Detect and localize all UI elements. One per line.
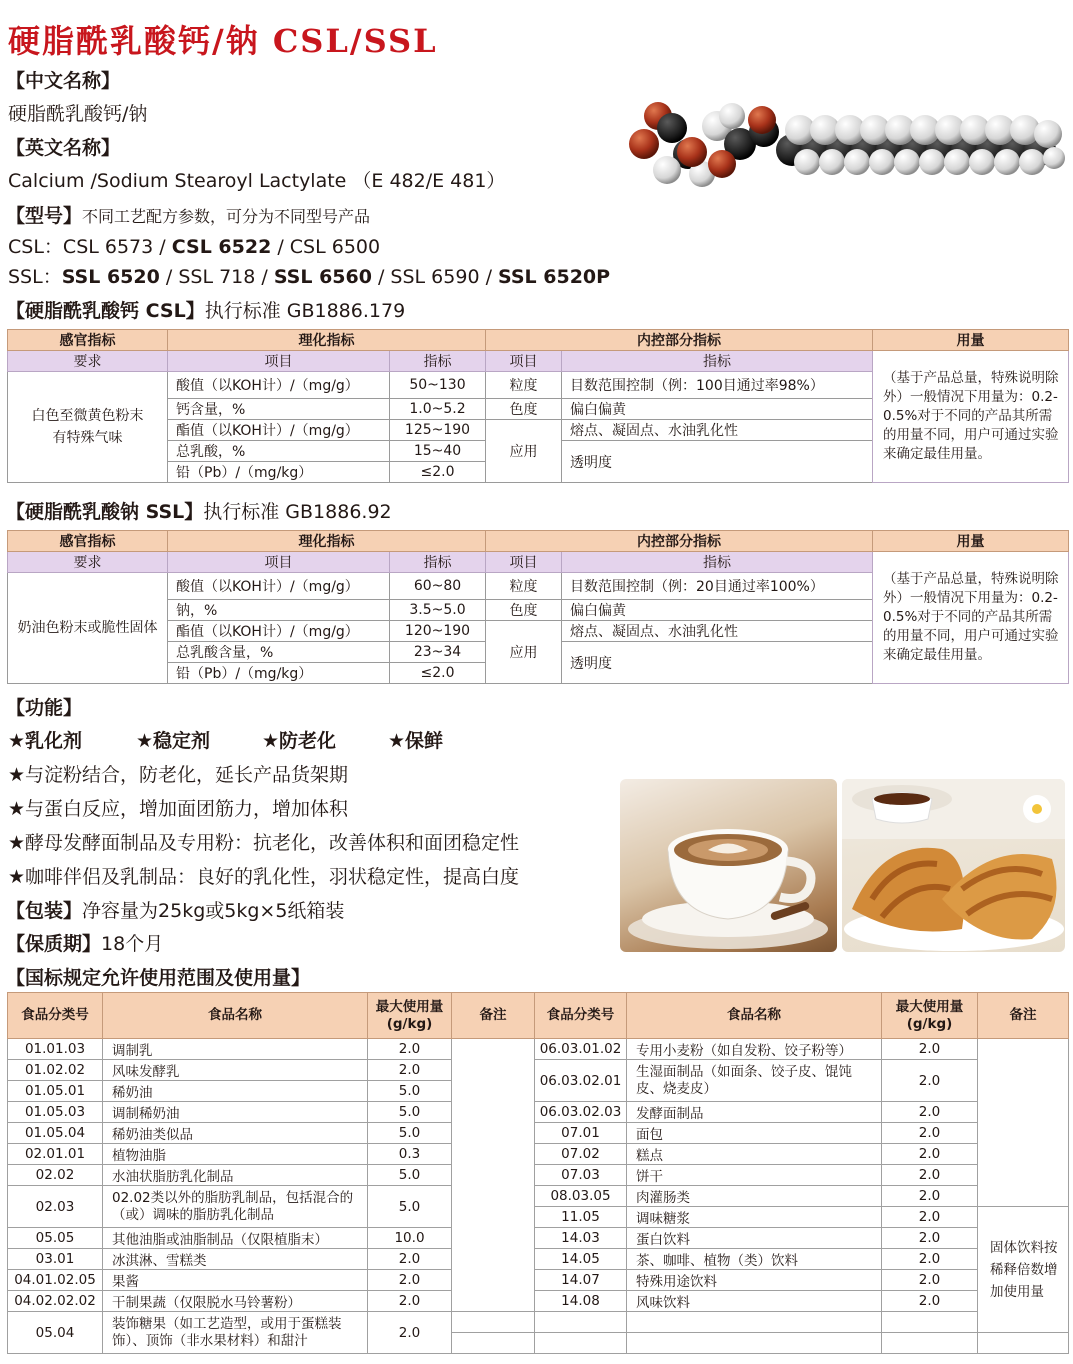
- function-tag: ★稳定剂: [136, 730, 211, 752]
- ssl-internal-value: 目数范围控制（例：20目通过率100%）: [562, 573, 873, 600]
- gb-name-header: 食品名称: [103, 993, 368, 1039]
- gb-code: 14.03: [535, 1228, 627, 1249]
- gb-max: 5.0: [368, 1081, 452, 1102]
- gb-code: 05.05: [8, 1228, 103, 1249]
- csl-standard-value: 执行标准 GB1886.179: [204, 300, 406, 322]
- model-note: 不同工艺配方参数，可分为不同型号产品: [82, 207, 371, 226]
- csl-internal-value: 偏白偏黄: [562, 399, 873, 420]
- gb-food-name: 02.02类以外的脂肪乳制品，包括混合的（或）调味的脂肪乳化制品: [103, 1186, 368, 1228]
- ssl-internal-value: 熔点、凝固点、水油乳化性: [562, 621, 873, 642]
- csl-item: 钙含量，%: [168, 399, 390, 420]
- ssl-value: 23~34: [390, 642, 486, 663]
- csl-spec-table: [7, 329, 1069, 483]
- csl-value: 50~130: [390, 372, 486, 399]
- gb-code: 03.01: [8, 1249, 103, 1270]
- gb-max: 2.0: [882, 1123, 978, 1144]
- gb-food-name: 茶、咖啡、植物（类）饮料: [627, 1249, 882, 1270]
- gb-max: 5.0: [368, 1102, 452, 1123]
- function-item: ★与蛋白反应，增加面团筋力，增加体积: [8, 798, 349, 820]
- cn-name-heading: 【中文名称】: [6, 70, 121, 92]
- ssl-models: [8, 262, 610, 289]
- gb-heading: 【国标规定允许使用范围及使用量】: [6, 967, 311, 989]
- function-tag: ★防老化: [262, 730, 337, 752]
- shelf-life: [6, 929, 163, 956]
- physchem-header: 理化指标: [168, 531, 486, 552]
- csl-item: 铅（Pb）/（mg/kg）: [168, 462, 390, 483]
- csl-internal-item: 应用: [486, 420, 562, 483]
- package: [6, 896, 344, 923]
- ssl-internal-item: 粒度: [486, 573, 562, 600]
- gb-code: 02.02: [8, 1165, 103, 1186]
- en-name-value: Calcium /Sodium Stearoyl Lactylate （E 482/E 481）: [8, 170, 506, 192]
- gb-code: 07.03: [535, 1165, 627, 1186]
- gb-food-name: 风味饮料: [627, 1291, 882, 1312]
- csl-model-1: CSL 6573 /: [62, 236, 172, 258]
- gb-code: 04.01.02.05: [8, 1270, 103, 1291]
- ssl-internal-value: 透明度: [562, 642, 873, 684]
- gb-code: 02.03: [8, 1186, 103, 1228]
- ssl-standard-heading: 【硬脂酰乳酸钠 SSL】: [6, 501, 204, 523]
- gb-max: 2.0: [882, 1249, 978, 1270]
- gb-food-name: 发酵面制品: [627, 1102, 882, 1123]
- csl-model-3: / CSL 6500: [271, 236, 381, 258]
- gb-food-name: 生湿面制品（如面条、饺子皮、馄饨皮、烧麦皮）: [627, 1060, 882, 1102]
- gb-empty-cell: [535, 1333, 627, 1354]
- ssl-item: 酯值（以KOH计）/（mg/g）: [168, 621, 390, 642]
- csl-internal-item: 粒度: [486, 372, 562, 399]
- ssl-model-5: SSL 6520P: [498, 266, 611, 288]
- index-header: 指标: [390, 552, 486, 573]
- gb-max: 2.0: [882, 1102, 978, 1123]
- gb-usage-table: [7, 992, 1069, 1354]
- index2-header: 指标: [562, 351, 873, 372]
- model-heading: 【型号】: [6, 205, 83, 227]
- ssl-prefix: SSL：: [8, 266, 62, 288]
- gb-max: 0.3: [368, 1144, 452, 1165]
- item-header: 项目: [168, 351, 390, 372]
- ssl-usage: （基于产品总量，特殊说明除外）一般情况下用量为：0.2-0.5%对于不同的产品其所需的用量不同，用户可通过实验来确定最佳用量。: [873, 552, 1069, 684]
- gb-code: 01.05.03: [8, 1102, 103, 1123]
- csl-internal-value: 透明度: [562, 441, 873, 483]
- molecule-chain: [629, 102, 1065, 187]
- gb-code: 01.05.04: [8, 1123, 103, 1144]
- gb-food-name: 调制稀奶油: [103, 1102, 368, 1123]
- gb-code: 08.03.05: [535, 1186, 627, 1207]
- ssl-item: 酸值（以KOH计）/（mg/g）: [168, 573, 390, 600]
- en-name-heading: 【英文名称】: [6, 137, 121, 159]
- gb-code: 06.03.02.01: [535, 1060, 627, 1102]
- gb-food-name: 风味发酵乳: [103, 1060, 368, 1081]
- cn-name-value: 硬脂酰乳酸钙/钠: [8, 103, 148, 125]
- index2-header: 指标: [562, 552, 873, 573]
- gb-empty-cell: [535, 1312, 627, 1333]
- gb-code: 14.05: [535, 1249, 627, 1270]
- gb-food-name: 调味糖浆: [627, 1207, 882, 1228]
- gb-code: 05.04: [8, 1312, 103, 1354]
- gb-food-name: 植物油脂: [103, 1144, 368, 1165]
- csl-internal-value: 熔点、凝固点、水油乳化性: [562, 420, 873, 441]
- ssl-value: 120~190: [390, 621, 486, 642]
- gb-empty-cell: [882, 1333, 978, 1354]
- ssl-internal-value: 偏白偏黄: [562, 600, 873, 621]
- csl-item: 酯值（以KOH计）/（mg/g）: [168, 420, 390, 441]
- internal-header: 内控部分指标: [486, 330, 873, 351]
- gb-max: 2.0: [882, 1060, 978, 1102]
- gb-max-header: 最大使用量(g/kg): [882, 993, 978, 1039]
- ssl-sensory: 奶油色粉末或脆性固体: [8, 573, 168, 684]
- index-header: 指标: [390, 351, 486, 372]
- gb-empty-cell: [452, 1333, 535, 1354]
- gb-food-name: 稀奶油类似品: [103, 1123, 368, 1144]
- function-tag: ★保鲜: [388, 730, 444, 752]
- sensory-header: 感官指标: [8, 531, 168, 552]
- ssl-internal-item: 色度: [486, 600, 562, 621]
- ssl-model-4: / SSL 6590 /: [371, 266, 499, 288]
- gb-code: 04.02.02.02: [8, 1291, 103, 1312]
- gb-max: 2.0: [368, 1270, 452, 1291]
- gb-max: 2.0: [368, 1312, 452, 1354]
- function-item: ★与淀粉结合，防老化，延长产品货架期: [8, 764, 349, 786]
- gb-max: 2.0: [882, 1186, 978, 1207]
- ssl-value: 60~80: [390, 573, 486, 600]
- csl-model-2: CSL 6522: [171, 236, 272, 258]
- gb-code: 06.03.02.03: [535, 1102, 627, 1123]
- gb-max: 2.0: [882, 1039, 978, 1060]
- function-item: ★咖啡伴侣及乳制品：良好的乳化性，羽状稳定性，提高白度: [8, 866, 520, 888]
- ssl-value: ≤2.0: [390, 663, 486, 684]
- item-header: 项目: [168, 552, 390, 573]
- csl-value: ≤2.0: [390, 462, 486, 483]
- gb-max: 2.0: [882, 1144, 978, 1165]
- gb-note-solid-drinks: 固体饮料按稀释倍数增加使用量: [978, 1207, 1069, 1333]
- gb-code: 14.08: [535, 1291, 627, 1312]
- item2-header: 项目: [486, 351, 562, 372]
- gb-food-name: 蛋白饮料: [627, 1228, 882, 1249]
- gb-empty-cell: [627, 1333, 882, 1354]
- ssl-standard-value: 执行标准 GB1886.92: [203, 501, 392, 523]
- gb-empty-cell: [978, 1333, 1069, 1354]
- gb-max: 2.0: [882, 1207, 978, 1228]
- gb-name-header: 食品名称: [627, 993, 882, 1039]
- gb-food-name: 特殊用途饮料: [627, 1270, 882, 1291]
- gb-code: 11.05: [535, 1207, 627, 1228]
- gb-empty-cell: [452, 1312, 535, 1333]
- csl-usage: （基于产品总量，特殊说明除外）一般情况下用量为：0.2-0.5%对于不同的产品其所需的用量不同，用户可通过实验来确定最佳用量。: [873, 351, 1069, 483]
- gb-max: 2.0: [368, 1060, 452, 1081]
- gb-empty-cell: [627, 1312, 882, 1333]
- ssl-model-2: / SSL 718 /: [159, 266, 274, 288]
- gb-max: 10.0: [368, 1228, 452, 1249]
- csl-item: 总乳酸，%: [168, 441, 390, 462]
- gb-max: 2.0: [368, 1291, 452, 1312]
- croissant-photo: [842, 779, 1065, 952]
- usage-header: 用量: [873, 330, 1069, 351]
- function-tags: [8, 726, 443, 753]
- gb-max: 2.0: [882, 1165, 978, 1186]
- gb-food-name: 干制果蔬（仅限脱水马铃薯粉）: [103, 1291, 368, 1312]
- gb-code-header: 食品分类号: [8, 993, 103, 1039]
- ssl-standard: [6, 497, 392, 524]
- gb-max: 2.0: [368, 1249, 452, 1270]
- molecule-illustration: [622, 92, 1067, 192]
- physchem-header: 理化指标: [168, 330, 486, 351]
- ssl-value: 3.5~5.0: [390, 600, 486, 621]
- gb-note-left: [452, 1039, 535, 1312]
- csl-value: 1.0~5.2: [390, 399, 486, 420]
- ssl-model-3: SSL 6560: [273, 266, 372, 288]
- requirement-header: 要求: [8, 351, 168, 372]
- gb-code: 01.05.01: [8, 1081, 103, 1102]
- sensory-header: 感官指标: [8, 330, 168, 351]
- csl-standard: [6, 296, 405, 323]
- croissant-icon: [842, 779, 1065, 952]
- gb-max: 5.0: [368, 1186, 452, 1228]
- gb-code-header: 食品分类号: [535, 993, 627, 1039]
- gb-food-name: 饼干: [627, 1165, 882, 1186]
- gb-max-header: 最大使用量(g/kg): [368, 993, 452, 1039]
- ssl-internal-item: 应用: [486, 621, 562, 684]
- csl-sensory: 白色至微黄色粉末有特殊气味: [8, 372, 168, 483]
- gb-max: 2.0: [882, 1291, 978, 1312]
- gb-code: 14.07: [535, 1270, 627, 1291]
- csl-internal-item: 色度: [486, 399, 562, 420]
- usage-header: 用量: [873, 531, 1069, 552]
- gb-max: 2.0: [882, 1228, 978, 1249]
- gb-note-header: 备注: [978, 993, 1069, 1039]
- item2-header: 项目: [486, 552, 562, 573]
- gb-max: 5.0: [368, 1165, 452, 1186]
- package-heading: 【包装】: [6, 900, 83, 922]
- gb-food-name: 面包: [627, 1123, 882, 1144]
- gb-food-name: 肉灌肠类: [627, 1186, 882, 1207]
- gb-note-header: 备注: [452, 993, 535, 1039]
- page-title: 硬脂酰乳酸钙/钠 CSL/SSL: [8, 22, 438, 60]
- csl-standard-heading: 【硬脂酰乳酸钙 CSL】: [6, 300, 205, 322]
- csl-prefix: CSL：: [8, 236, 63, 258]
- gb-food-name: 冰淇淋、雪糕类: [103, 1249, 368, 1270]
- gb-food-name: 糕点: [627, 1144, 882, 1165]
- gb-note-empty: [978, 1039, 1069, 1207]
- function-heading: 【功能】: [6, 697, 83, 719]
- gb-food-name: 稀奶油: [103, 1081, 368, 1102]
- gb-max: 2.0: [368, 1039, 452, 1060]
- function-item: ★酵母发酵面制品及专用粉：抗老化，改善体积和面团稳定性: [8, 832, 520, 854]
- gb-code: 07.01: [535, 1123, 627, 1144]
- ssl-item: 钠，%: [168, 600, 390, 621]
- gb-food-name: 调制乳: [103, 1039, 368, 1060]
- function-tag: ★乳化剂: [8, 730, 83, 752]
- gb-food-name: 其他油脂或油脂制品（仅限植脂末）: [103, 1228, 368, 1249]
- gb-food-name: 果酱: [103, 1270, 368, 1291]
- shelf-heading: 【保质期】: [6, 933, 102, 955]
- csl-models: [8, 232, 380, 259]
- coffee-cup-icon: [620, 779, 837, 952]
- csl-item: 酸值（以KOH计）/（mg/g）: [168, 372, 390, 399]
- csl-value: 15~40: [390, 441, 486, 462]
- requirement-header: 要求: [8, 552, 168, 573]
- ssl-spec-table: [7, 530, 1069, 684]
- ssl-item: 总乳酸含量，%: [168, 642, 390, 663]
- gb-max: 2.0: [882, 1270, 978, 1291]
- gb-food-name: 装饰糖果（如工艺造型，或用于蛋糕装饰）、顶饰（非水果材料）和甜汁: [103, 1312, 368, 1354]
- model-line: [6, 201, 370, 228]
- gb-food-name: 专用小麦粉（如自发粉、饺子粉等）: [627, 1039, 882, 1060]
- package-value: 净容量为25kg或5kg×5纸箱装: [82, 900, 345, 922]
- gb-code: 07.02: [535, 1144, 627, 1165]
- ssl-model-1: SSL 6520: [61, 266, 160, 288]
- gb-food-name: 水油状脂肪乳化制品: [103, 1165, 368, 1186]
- gb-code: 01.02.02: [8, 1060, 103, 1081]
- gb-code: 01.01.03: [8, 1039, 103, 1060]
- gb-empty-cell: [882, 1312, 978, 1333]
- shelf-value: 18个月: [101, 933, 164, 955]
- csl-internal-value: 目数范围控制（例：100目通过率98%）: [562, 372, 873, 399]
- gb-code: 02.01.01: [8, 1144, 103, 1165]
- gb-max: 5.0: [368, 1123, 452, 1144]
- csl-value: 125~190: [390, 420, 486, 441]
- coffee-photo: [620, 779, 837, 952]
- internal-header: 内控部分指标: [486, 531, 873, 552]
- ssl-item: 铅（Pb）/（mg/kg）: [168, 663, 390, 684]
- gb-code: 06.03.01.02: [535, 1039, 627, 1060]
